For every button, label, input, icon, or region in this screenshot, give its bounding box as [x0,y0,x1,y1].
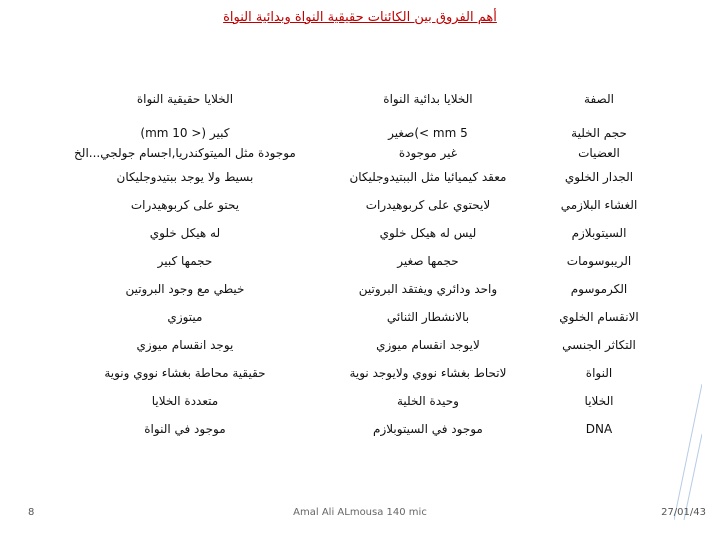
decorative-lines [674,384,702,520]
cell-prokaryote: لايحتوي على كربوهيدرات [365,198,491,212]
cell-prokaryote: معقد كيميائيا مثل الببتيدوجليكان [349,170,507,184]
table-row [54,303,658,331]
cell-feature: الخلايا [584,394,614,408]
cell-feature: DNA [585,422,613,436]
cell-feature: الجدار الخلوي [564,170,634,184]
table-row [54,275,658,303]
cell-eukaryote: له هيكل خلوي [149,226,221,240]
cell-eukaryote: بسيط ولا يوجد ببتيدوجليكان [116,170,254,184]
table-row [54,331,658,359]
cell-eukaryote: متعددة الخلايا [151,394,219,408]
table-row [54,219,658,247]
cell-eukaryote: يحتو على كربوهيدرات [130,198,240,212]
comparison-table [54,75,658,443]
table-row [54,163,658,191]
table-row [54,143,658,163]
cell-prokaryote: ليس له هيكل خلوي [379,226,477,240]
cell-eukaryote: كبير (< 10 mm) [140,126,230,140]
cell-feature: حجم الخلية [571,126,627,140]
cell-prokaryote: 5 mm >)صغير [388,126,468,140]
cell-feature: الغشاء البلازمي [560,198,638,212]
cell-feature: الكرموسوم [570,282,628,296]
table-row [54,123,658,143]
cell-prokaryote: غير موجودة [398,146,458,160]
cell-feature: العضيات [578,146,620,160]
cell-eukaryote: ميتوزي [167,310,203,324]
table-row [54,359,658,387]
cell-eukaryote: موجودة مثل الميتوكندريا,اجسام جولجي...الخ [74,146,296,160]
table-row [54,415,658,443]
header-prokaryote: الخلايا بدائية النواة [383,92,473,106]
cell-eukaryote: يوجد انقسام ميوزي [136,338,234,352]
table-row [54,247,658,275]
table-row [54,387,658,415]
header-feature: الصفة [584,92,614,106]
header-eukaryote: الخلايا حقيقية النواة [136,92,234,106]
cell-prokaryote: حجمها صغير [397,254,459,268]
cell-prokaryote: لاتحاط بغشاء نووي ولايوجد نوية [349,366,507,380]
cell-feature: السيتوبلازم [571,226,627,240]
footer-author: Amal Ali ALmousa 140 mic [293,507,427,518]
cell-feature: النواة [585,366,613,380]
slide-title: أهم الفروق بين الكائنات حقيقية النواة وبدائية النواة [223,10,497,25]
cell-prokaryote: لايوجد انقسام ميوزي [376,338,480,352]
cell-prokaryote: موجود في السيتوبلازم [373,422,483,436]
cell-eukaryote: موجود في النواة [144,422,226,436]
cell-eukaryote: حقيقية محاطة بغشاء نووي ونوية [104,366,266,380]
cell-prokaryote: بالانشطار الثنائي [386,310,470,324]
footer-date: 27/01/43 [661,507,706,518]
cell-feature: التكاثر الجنسي [562,338,636,352]
cell-prokaryote: وحيدة الخلية [396,394,459,408]
cell-eukaryote: خيطي مع وجود البروتين [125,282,245,296]
cell-feature: الانقسام الخلوي [559,310,639,324]
table-header-row [54,75,658,123]
table-row [54,191,658,219]
cell-prokaryote: واحد ودائري ويفتقد البروتين [358,282,498,296]
page-number: 8 [28,507,35,518]
cell-feature: الريبوسومات [566,254,632,268]
cell-eukaryote: حجمها كبير [157,254,213,268]
